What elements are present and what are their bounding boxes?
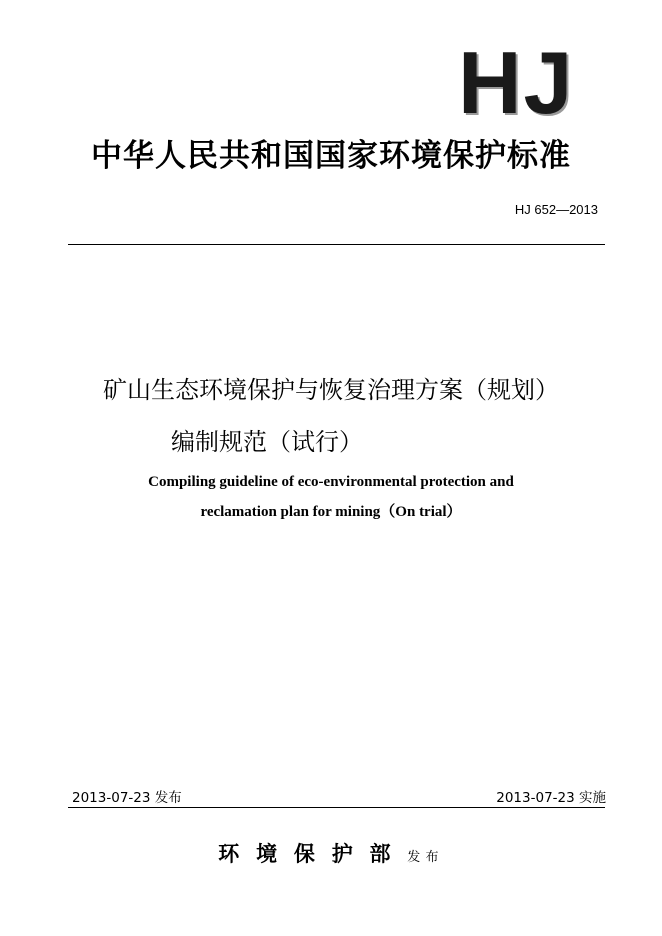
footer-divider xyxy=(68,807,605,808)
document-title-en-line2: reclamation plan for mining（On trial） xyxy=(200,504,462,520)
issuer-name: 环境保护部 xyxy=(218,841,408,866)
header-divider xyxy=(68,244,605,245)
issuer xyxy=(0,838,662,868)
issue-date: 2013-07-23 发布 xyxy=(72,790,182,806)
document-title-cn-line1: 矿山生态环境保护与恢复治理方案（规划） xyxy=(103,376,559,404)
standard-code: HJ 652—2013 xyxy=(514,202,598,217)
hj-logo: HJ xyxy=(458,33,575,132)
document-title-en-line1: Compiling guideline of eco-environmental protection and xyxy=(148,474,514,490)
document-title-cn-line2: 编制规范（试行） xyxy=(171,428,363,456)
effective-date: 2013-07-23 实施 xyxy=(496,790,606,806)
issuer-suffix: 发布 xyxy=(407,850,444,865)
standard-category-heading: 中华人民共和国国家环境保护标准 xyxy=(91,138,571,174)
